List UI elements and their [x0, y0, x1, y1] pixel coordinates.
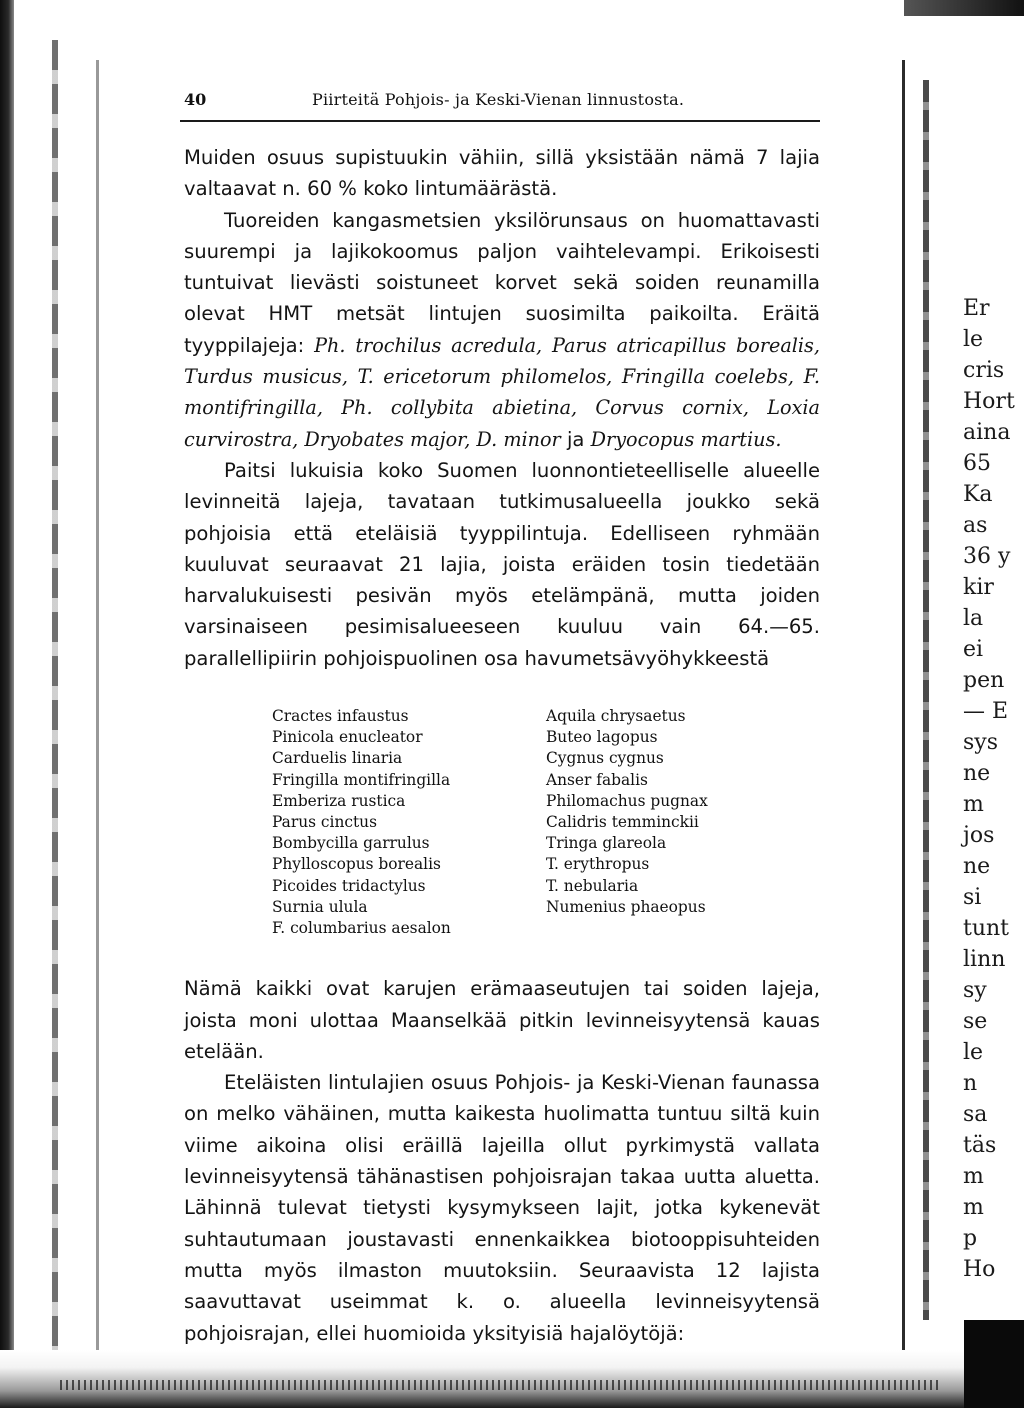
species-item: Parus cinctus	[272, 813, 377, 832]
paragraph-5: Eteläisten lintulajien osuus Pohjois- ja Keski-Vienan faunassa on melko vähäinen, mutta kaikesta huolimatta tuntuu siltä kuin viime aikoina olisi eräillä lajeilla ollut pyrkimystä vallata levinneisyytensä tähänastisen pohjoisrajan takaa uutta aluetta. Lähinnä tulevat tietysti kysymykseen lajit, jotka kykenevät suhtautumaan joustavasti ennenkaikkea biotooppisuhteiden mutta myös ilmaston muutoksiin. Seuraavista 12 lajista saavuttavat useimmat k. o. alueella levinneisyytensä pohjoisrajan, ellei huomioida yksityisiä hajalöytöjä:	[184, 1071, 820, 1345]
species-item: Surnia ulula	[272, 897, 368, 916]
adjacent-page-fragment: se	[963, 1009, 988, 1034]
page-number: 40	[184, 90, 207, 109]
adjacent-page-fragment: jos	[963, 823, 995, 848]
species-item: F. columbarius aesalon	[272, 919, 451, 938]
adjacent-page-fragment: ei	[963, 637, 984, 662]
adjacent-page-fragment: pen	[963, 668, 1005, 693]
paragraph-3: Paitsi lukuisia koko Suomen luonnontieteelliselle alueelle levinneitä lajeja, tavataan tutkimusalueella joukko sekä pohjoisia että eteläisiä tyyppilintuja. Edelliseen ryhmään kuuluvat seuraavat 21 lajia, joista eräiden tosin tiedetään harvalukuisesti pesivän myös etelämpänä, mutta joiden varsinaiseen pesimisalueeseen kuuluu vain 64.—65. parallellipiirin pohjoispuolinen osa havumetsävyöhykkeestä	[184, 458, 820, 670]
adjacent-page-fragment: täs	[963, 1133, 997, 1158]
species-item: Bombycilla garrulus	[272, 834, 430, 853]
adjacent-page-fragment: ne	[963, 761, 991, 786]
header-rule	[180, 120, 820, 122]
adjacent-page-fragment: p	[963, 1226, 978, 1251]
species-item: Aquila chrysaetus	[546, 707, 686, 726]
paragraph-2-species-italic: Ph. trochilus acredula, Parus atricapillus borealis, Turdus musicus, T. ericetorum philomelos, Fringilla coelebs, F. montifringilla, Ph. collybita abietina, Corvus cornix, Loxia curvirostra, Dryobates major, D. minor	[184, 333, 821, 451]
species-list-left-column	[272, 706, 546, 939]
adjacent-page-fragment: Er	[963, 296, 990, 321]
text-block-bottom	[184, 973, 820, 1349]
paragraph-4: Nämä kaikki ovat karujen erämaaseutujen tai soiden lajeja, joista moni ulottaa Maanselkää pitkin levinneisyytensä kauas etelään.	[184, 977, 820, 1063]
scan-corner-bottom	[964, 1320, 1024, 1408]
adjacent-page-fragment: si	[963, 885, 982, 910]
paragraph-2-conjunction: ja	[560, 427, 591, 451]
species-item: Emberiza rustica	[272, 791, 406, 810]
paragraph-2	[184, 205, 820, 455]
species-item: Phylloscopus borealis	[272, 855, 441, 874]
adjacent-page-binding	[923, 80, 929, 1320]
adjacent-page-fragment: aina	[963, 420, 1011, 445]
scan-bottom-edge	[0, 1350, 1024, 1408]
species-item: Picoides tridactylus	[272, 876, 426, 895]
species-item: Numenius phaeopus	[546, 897, 706, 916]
adjacent-page-fragment: m	[963, 1195, 984, 1220]
scan-binding-shadow	[52, 40, 58, 1400]
adjacent-page-strip	[902, 60, 1024, 1360]
adjacent-page-fragment: n	[963, 1071, 978, 1096]
adjacent-page-fragment: linn	[963, 947, 1006, 972]
text-block-top	[184, 142, 820, 674]
scan-corner-top	[904, 0, 1024, 16]
adjacent-page-fragment: kir	[963, 575, 994, 600]
adjacent-page-fragment: ne	[963, 854, 991, 879]
paragraph-1: Muiden osuus supistuukin vähiin, sillä yksistään nämä 7 lajia valtaavat n. 60 % koko lintumäärästä.	[184, 146, 820, 201]
book-page	[184, 90, 820, 1349]
adjacent-page-fragment: la	[963, 606, 984, 631]
adjacent-page-fragment: sys	[963, 730, 999, 755]
species-item: Calidris temminckii	[546, 813, 699, 832]
adjacent-page-fragment: cris	[963, 358, 1005, 383]
running-title: Piirteitä Pohjois- ja Keski-Vienan linnustosta.	[312, 90, 685, 109]
adjacent-page-fragment: le	[963, 1040, 984, 1065]
adjacent-page-fragment: Ka	[963, 482, 993, 507]
species-item: Buteo lagopus	[546, 728, 658, 747]
scan-edge-left	[0, 0, 14, 1408]
adjacent-page-fragment: m	[963, 792, 984, 817]
paragraph-2-species-italic-end: Dryocopus martius.	[590, 427, 782, 451]
species-item: Anser fabalis	[546, 770, 648, 789]
adjacent-page-fragment: Hort	[963, 389, 1015, 414]
species-list	[272, 706, 820, 939]
adjacent-page-fragment: 36 y	[963, 544, 1011, 569]
adjacent-page-fragment: Ho	[963, 1257, 996, 1282]
adjacent-page-fragment: — E	[963, 699, 1009, 724]
species-item: T. nebularia	[546, 876, 639, 895]
paragraph-2-text: Tuoreiden kangasmetsien yksilörunsaus on huomattavasti suurempi ja lajikokoomus paljon vaihtelevampi. Erikoisesti tuntuivat lievästi soistuneet korvet sekä soiden reunamilla olevat HMT metsät lintujen suosimilta paikoilta. Eräitä tyyppilajeja:	[184, 208, 820, 357]
scan-page-edge-line	[96, 60, 99, 1380]
species-item: Cygnus cygnus	[546, 749, 664, 768]
adjacent-page-fragment: sy	[963, 978, 987, 1003]
species-item: Pinicola enucleator	[272, 728, 423, 747]
adjacent-page-fragment: as	[963, 513, 988, 538]
adjacent-page-fragment: 65	[963, 451, 991, 476]
running-header	[184, 90, 820, 120]
adjacent-page-fragment: tunt	[963, 916, 1010, 941]
species-item: Tringa glareola	[546, 834, 667, 853]
adjacent-page-fragment: le	[963, 327, 984, 352]
species-item: Philomachus pugnax	[546, 791, 708, 810]
adjacent-page-fragment: sa	[963, 1102, 988, 1127]
species-item: Cractes infaustus	[272, 707, 409, 726]
species-item: Fringilla montifringilla	[272, 770, 451, 789]
species-item: T. erythropus	[546, 855, 650, 874]
species-list-right-column	[546, 706, 820, 939]
species-item: Carduelis linaria	[272, 749, 403, 768]
scan-bottom-ruler	[60, 1380, 940, 1390]
adjacent-page-fragment: m	[963, 1164, 984, 1189]
